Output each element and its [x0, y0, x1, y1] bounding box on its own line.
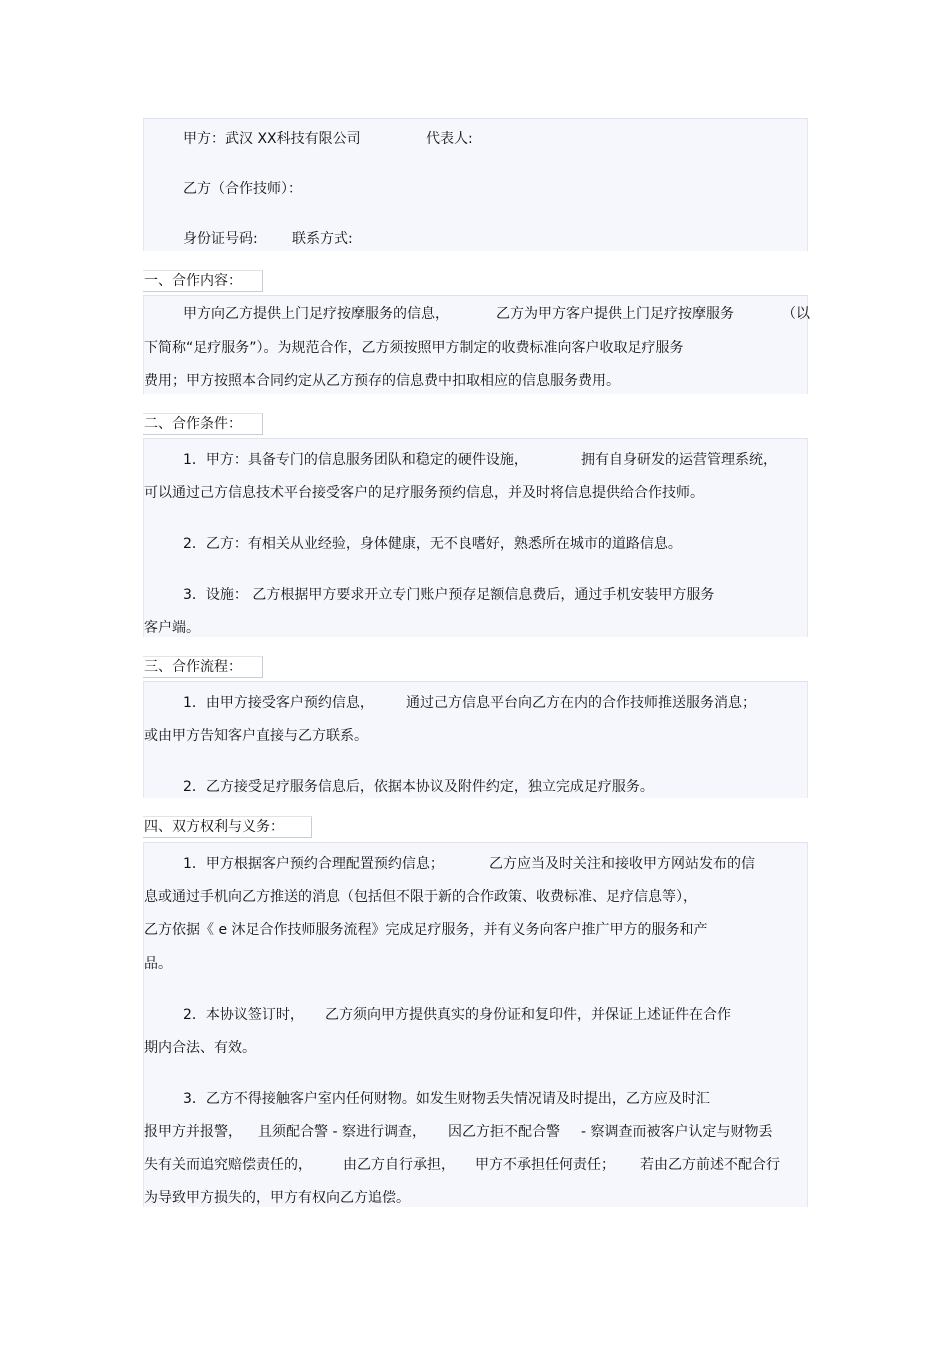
section4-item3b1: 报甲方并报警， — [144, 1124, 242, 1140]
party-a-text: 甲方：武汉 XX科技有限公司 — [183, 131, 361, 147]
section4-item2c: 期内合法、有效。 — [144, 1040, 256, 1056]
section4-item3b2: 且须配合警 - 察进行调查， — [258, 1124, 426, 1140]
section3-item1b: 通过己方信息平台向乙方在内的合作技师推送服务消息； — [406, 695, 756, 711]
section2-body — [143, 438, 808, 637]
section4-item3b3: 因乙方拒不配合警 — [448, 1124, 560, 1140]
section1-line1c: （以 — [782, 306, 810, 322]
party-b-line — [183, 179, 302, 199]
section4-item3a: 3．乙方不得接触客户室内任何财物。如发生财物丢失情况请及时提出，乙方应及时汇 — [183, 1091, 710, 1107]
section4-item2a: 2．本协议签订时， — [183, 1007, 304, 1023]
section2-item1a: 1．甲方：具备专门的信息服务团队和稳定的硬件设施， — [183, 452, 528, 468]
contact-label — [292, 229, 353, 249]
section1-line3: 费用；甲方按照本合同约定从乙方预存的信息费中扣取相应的信息服务费用。 — [144, 373, 620, 389]
section4-item3d: 为导致甲方损失的，甲方有权向乙方追偿。 — [144, 1190, 410, 1206]
section4-item1d: 乙方依据《 e 沐足合作技师服务流程》完成足疗服务，并有义务向客户推广甲方的服务和产 — [144, 922, 708, 938]
section2-item1b: 拥有自身研发的运营管理系统， — [581, 452, 777, 468]
header-section — [143, 118, 808, 251]
section1-line1a: 甲方向乙方提供上门足疗按摩服务的信息， — [183, 306, 449, 322]
section4-item3c4: 若由乙方前述不配合行 — [640, 1157, 780, 1173]
id-number-label — [183, 229, 258, 249]
representative-label — [426, 129, 473, 149]
section4-heading: 四、双方权利与义务： — [143, 816, 312, 838]
section3-item2: 2．乙方接受足疗服务信息后，依据本协议及附件约定，独立完成足疗服务。 — [183, 779, 654, 795]
party-a-line — [183, 129, 361, 149]
section4-item1c: 息或通过手机向乙方推送的消息（包括但不限于新的合作政策、收费标准、足疗信息等）， — [144, 889, 697, 905]
section3-item1a: 1．由甲方接受客户预约信息， — [183, 695, 374, 711]
section4-item3b4: - 察调查而被客户认定与财物丢 — [581, 1124, 773, 1140]
representative-text: 代表人: — [426, 131, 473, 147]
section1-line2: 下简称“足疗服务”）。为规范合作，乙方须按照甲方制定的收费标准向客户收取足疗服务 — [144, 340, 684, 356]
section4-item2b: 乙方须向甲方提供真实的身份证和复印件，并保证上述证件在合作 — [325, 1007, 731, 1023]
contact-text: 联系方式: — [292, 231, 353, 247]
section4-item1b: 乙方应当及时关注和接收甲方网站发布的信 — [489, 856, 755, 872]
party-b-text: 乙方（合作技师）： — [183, 181, 302, 197]
section2-item2: 2．乙方：有相关从业经验，身体健康，无不良嗜好，熟悉所在城市的道路信息。 — [183, 536, 682, 552]
id-number-text: 身份证号码: — [183, 231, 258, 247]
section4-item3c2: 由乙方自行承担， — [343, 1157, 455, 1173]
section4-item1e: 品。 — [144, 956, 172, 972]
section2-item1c: 可以通过己方信息技术平台接受客户的足疗服务预约信息，并及时将信息提供给合作技师。 — [144, 485, 704, 501]
section1-body — [143, 295, 808, 394]
section3-body — [143, 681, 808, 798]
section2-item3a: 3．设施： 乙方根据甲方要求开立专门账户预存足额信息费后，通过手机安装甲方服务 — [183, 587, 715, 603]
section4-body — [143, 842, 808, 1207]
section3-heading: 三、合作流程： — [143, 656, 263, 678]
section2-heading: 二、合作条件： — [143, 413, 263, 435]
section4-item1a: 1．甲方根据客户预约合理配置预约信息； — [183, 856, 444, 872]
contract-document — [143, 118, 808, 1207]
section1-heading: 一、合作内容： — [143, 270, 263, 292]
section2-item3b: 客户端。 — [144, 620, 200, 636]
section4-item3c3: 甲方不承担任何责任； — [475, 1157, 615, 1173]
section4-item3c1: 失有关而追究赔偿责任的， — [144, 1157, 312, 1173]
section1-line1b: 乙方为甲方客户提供上门足疗按摩服务 — [496, 306, 734, 322]
section3-item1c: 或由甲方告知客户直接与乙方联系。 — [144, 728, 368, 744]
